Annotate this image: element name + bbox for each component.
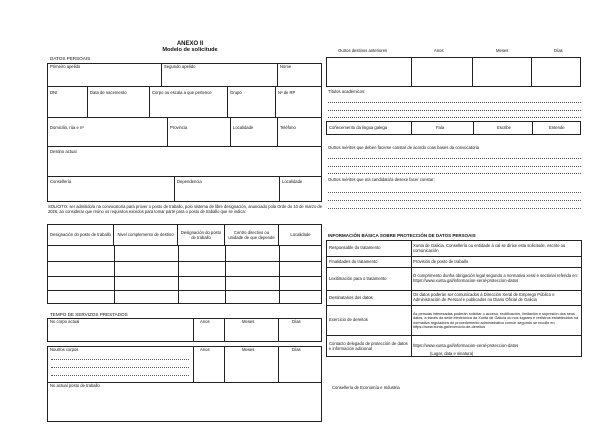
privacy-value: As persoas interesadas poderán solicitar o acceso, rectificación, limitación e supresión dos seus datos, a través da sede electrónica da Xunta de Galicia ou nos lugares e rexistros establecidos na normativa reguladora do procedemento administrativo común segundo se recolle en https://www.xunta.gal/exercicio-de-dereitos: [413, 311, 579, 329]
privacy-row: [327, 306, 582, 336]
dni-field[interactable]: DNI: [50, 90, 58, 95]
address-field[interactable]: Domicilio, rúa e nº: [50, 125, 84, 130]
privacy-row: [327, 291, 582, 306]
phone-field[interactable]: Teléfono: [280, 125, 296, 130]
signature-place: (Lugar, data e sinatura): [430, 351, 474, 356]
col-level: Nivel complemento de destino: [114, 225, 178, 246]
col-locality: Localidade: [290, 232, 311, 238]
years-label: Anos: [434, 48, 444, 53]
other-destinations-table: [326, 48, 581, 86]
second-surname-field[interactable]: Segundo apelido: [164, 64, 196, 69]
years-label: Anos: [200, 319, 210, 324]
other-merits-label: Outros méritos que o/a candidato/a desexe facer constar:: [328, 177, 435, 182]
first-surname-field[interactable]: Primeiro apelido: [50, 64, 81, 69]
galician-language-table: [326, 121, 581, 135]
current-body-row: [47, 318, 322, 342]
write-label: Escribe: [497, 125, 511, 130]
merits-label: Outros méritos que deben facerse constar de acordo coas bases da convocatoria: [328, 145, 480, 150]
other-destinations-label: Outros destinos anteriores: [338, 48, 388, 53]
col-center: Centro directivo ou unidade de que depende: [225, 225, 279, 246]
privacy-value: O cumprimento dunha obrigación legal segundo a normativa xeral e sectorial referida en: https://www.xunta.gal/informacion-xeral-proteccion-datos: [413, 273, 579, 283]
annex-title: ANEXO II: [176, 41, 204, 47]
academic-label: Títulos académicos:: [328, 89, 366, 94]
name-field[interactable]: Nome: [280, 64, 292, 69]
privacy-table: [326, 240, 582, 357]
privacy-value: Xunta de Galicia. Consellería ou entidade á cal se dirixe esta solicitude, escrito ou comunicación: [413, 242, 566, 253]
other-bodies-table: [47, 346, 322, 422]
form-title: Modelo de solicitude: [162, 47, 218, 53]
birth-date-field[interactable]: Data de nacemento: [90, 90, 127, 95]
post-row[interactable]: [48, 246, 322, 262]
days-label: Días: [292, 319, 301, 324]
months-label: Meses: [242, 347, 255, 352]
post-row[interactable]: [48, 262, 322, 277]
col-post-designation: Designación do posto de traballo: [48, 225, 114, 246]
understand-label: Entende: [549, 125, 565, 130]
post-row[interactable]: [48, 277, 322, 291]
locality-field[interactable]: Localidade: [233, 125, 254, 130]
post-row[interactable]: [48, 291, 322, 304]
dependency-field[interactable]: Dependencia: [177, 179, 202, 184]
province-field[interactable]: Provincia: [170, 125, 188, 130]
current-post-label: No actual posto de traballo: [50, 383, 100, 388]
days-label: Días: [292, 347, 301, 352]
privacy-key: Exercicio de dereitos: [329, 317, 368, 323]
privacy-key: Contacto delegado de protección de datos e información adicional: [329, 340, 408, 351]
privacy-key: Destinatarios dos datos: [329, 294, 373, 300]
nrp-field[interactable]: Nº de RP: [278, 90, 296, 95]
days-label: Días: [554, 48, 563, 53]
current-body-label: No corpo actual: [50, 319, 80, 324]
privacy-key: Responsable do tratamento: [329, 245, 381, 251]
service-heading: TEMPO DE SERVIZOS PRESTADOS: [50, 312, 128, 317]
months-label: Meses: [496, 48, 509, 53]
footer-department: Consellería de Economía e Industria: [332, 385, 400, 390]
years-label: Anos: [200, 347, 210, 352]
locality2-field[interactable]: Localidade: [282, 179, 303, 184]
privacy-key: Finalidades do tratamento: [329, 258, 378, 264]
privacy-heading: INFORMACIÓN BÁSICA SOBRE PROTECCIÓN DE DATOS PERSOAIS: [328, 233, 476, 238]
privacy-row: [327, 257, 582, 268]
department-field[interactable]: Consellería: [50, 179, 72, 184]
galician-label: Coñecemento da lingua galega: [329, 125, 387, 131]
privacy-row: [327, 241, 582, 257]
col-designation: Designación do posto de traballo: [178, 225, 225, 246]
post-table: [47, 224, 322, 304]
speak-label: Fala: [436, 125, 445, 130]
months-label: Meses: [242, 319, 255, 324]
request-paragraph: SOLICITO: ser admitido/a na convocatoria para prover o posto de traballo, polo sistema de libre designación, anunciado pola Orde do 10 de marzo de 2026, ao considerar que reúno os requisitos exixidos para tomar parte para o posto de traballo que se indica:: [48, 204, 322, 215]
privacy-key: Lexitimación para o tratamento: [329, 275, 387, 281]
other-bodies-label: Noutros corpos: [50, 347, 79, 352]
personal-data-table: [47, 63, 322, 202]
group-field[interactable]: Grupo: [230, 90, 242, 95]
personal-data-heading: DATOS PERSOAIS: [50, 56, 91, 61]
privacy-value: Provisión de posto de traballo: [413, 258, 469, 264]
privacy-row: [327, 268, 582, 291]
body-scale-field[interactable]: Corpo ou escala a que pertence: [152, 90, 212, 95]
privacy-value: https://www.xunta.gal/informacion-xeral-proteccion-datos: [413, 343, 519, 349]
current-post-field[interactable]: Destino actual: [50, 149, 77, 154]
privacy-value: Os datos poderán ser comunicados á Dirección Xeral de Emprego Público e Administración de Persoal e publicados no Diario Oficial de Galicia: [413, 292, 555, 302]
